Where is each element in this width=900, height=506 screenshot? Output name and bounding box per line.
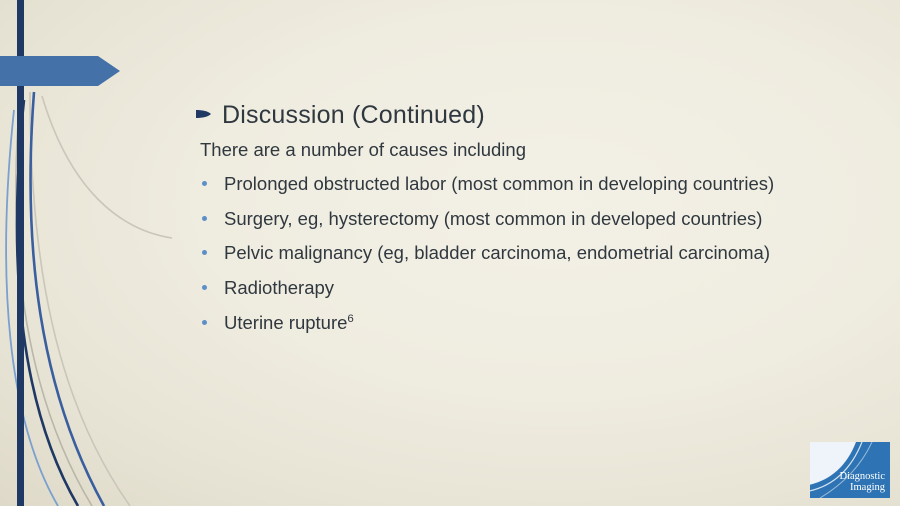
bullet-dot-icon	[202, 285, 207, 290]
logo-text	[840, 471, 886, 495]
list-item	[196, 172, 836, 196]
list-item-text: Uterine rupture	[224, 311, 348, 333]
citation-superscript: 6	[347, 312, 354, 325]
list-item	[196, 241, 836, 265]
list-item-text: Radiotherapy	[224, 277, 335, 299]
bullet-dot-icon	[202, 250, 207, 255]
lead-paragraph: There are a number of causes including	[200, 139, 526, 160]
title-bullet-icon	[196, 107, 212, 119]
diagnostic-imaging-logo	[810, 442, 890, 498]
page-title	[196, 100, 836, 130]
list-item-text: Surgery, eg, hysterectomy (most common in developed countries)	[224, 207, 763, 229]
list-item-text: Prolonged obstructed labor (most common in developing countries)	[224, 173, 775, 195]
bullet-dot-icon	[202, 320, 207, 325]
bullet-dot-icon	[202, 181, 207, 186]
arrow-banner-shape	[0, 52, 120, 90]
logo-line-1: Diagnostic	[839, 470, 885, 482]
list-item	[196, 311, 836, 335]
bullet-dot-icon	[202, 216, 207, 221]
title-text: Discussion (Continued)	[222, 101, 485, 129]
slide-content	[196, 100, 836, 345]
logo-line-2: Imaging	[850, 482, 885, 494]
bullet-list	[196, 172, 836, 334]
list-item	[196, 207, 836, 231]
list-item-text: Pelvic malignancy (eg, bladder carcinoma, endometrial carcinoma)	[224, 242, 770, 264]
list-item	[196, 276, 836, 300]
